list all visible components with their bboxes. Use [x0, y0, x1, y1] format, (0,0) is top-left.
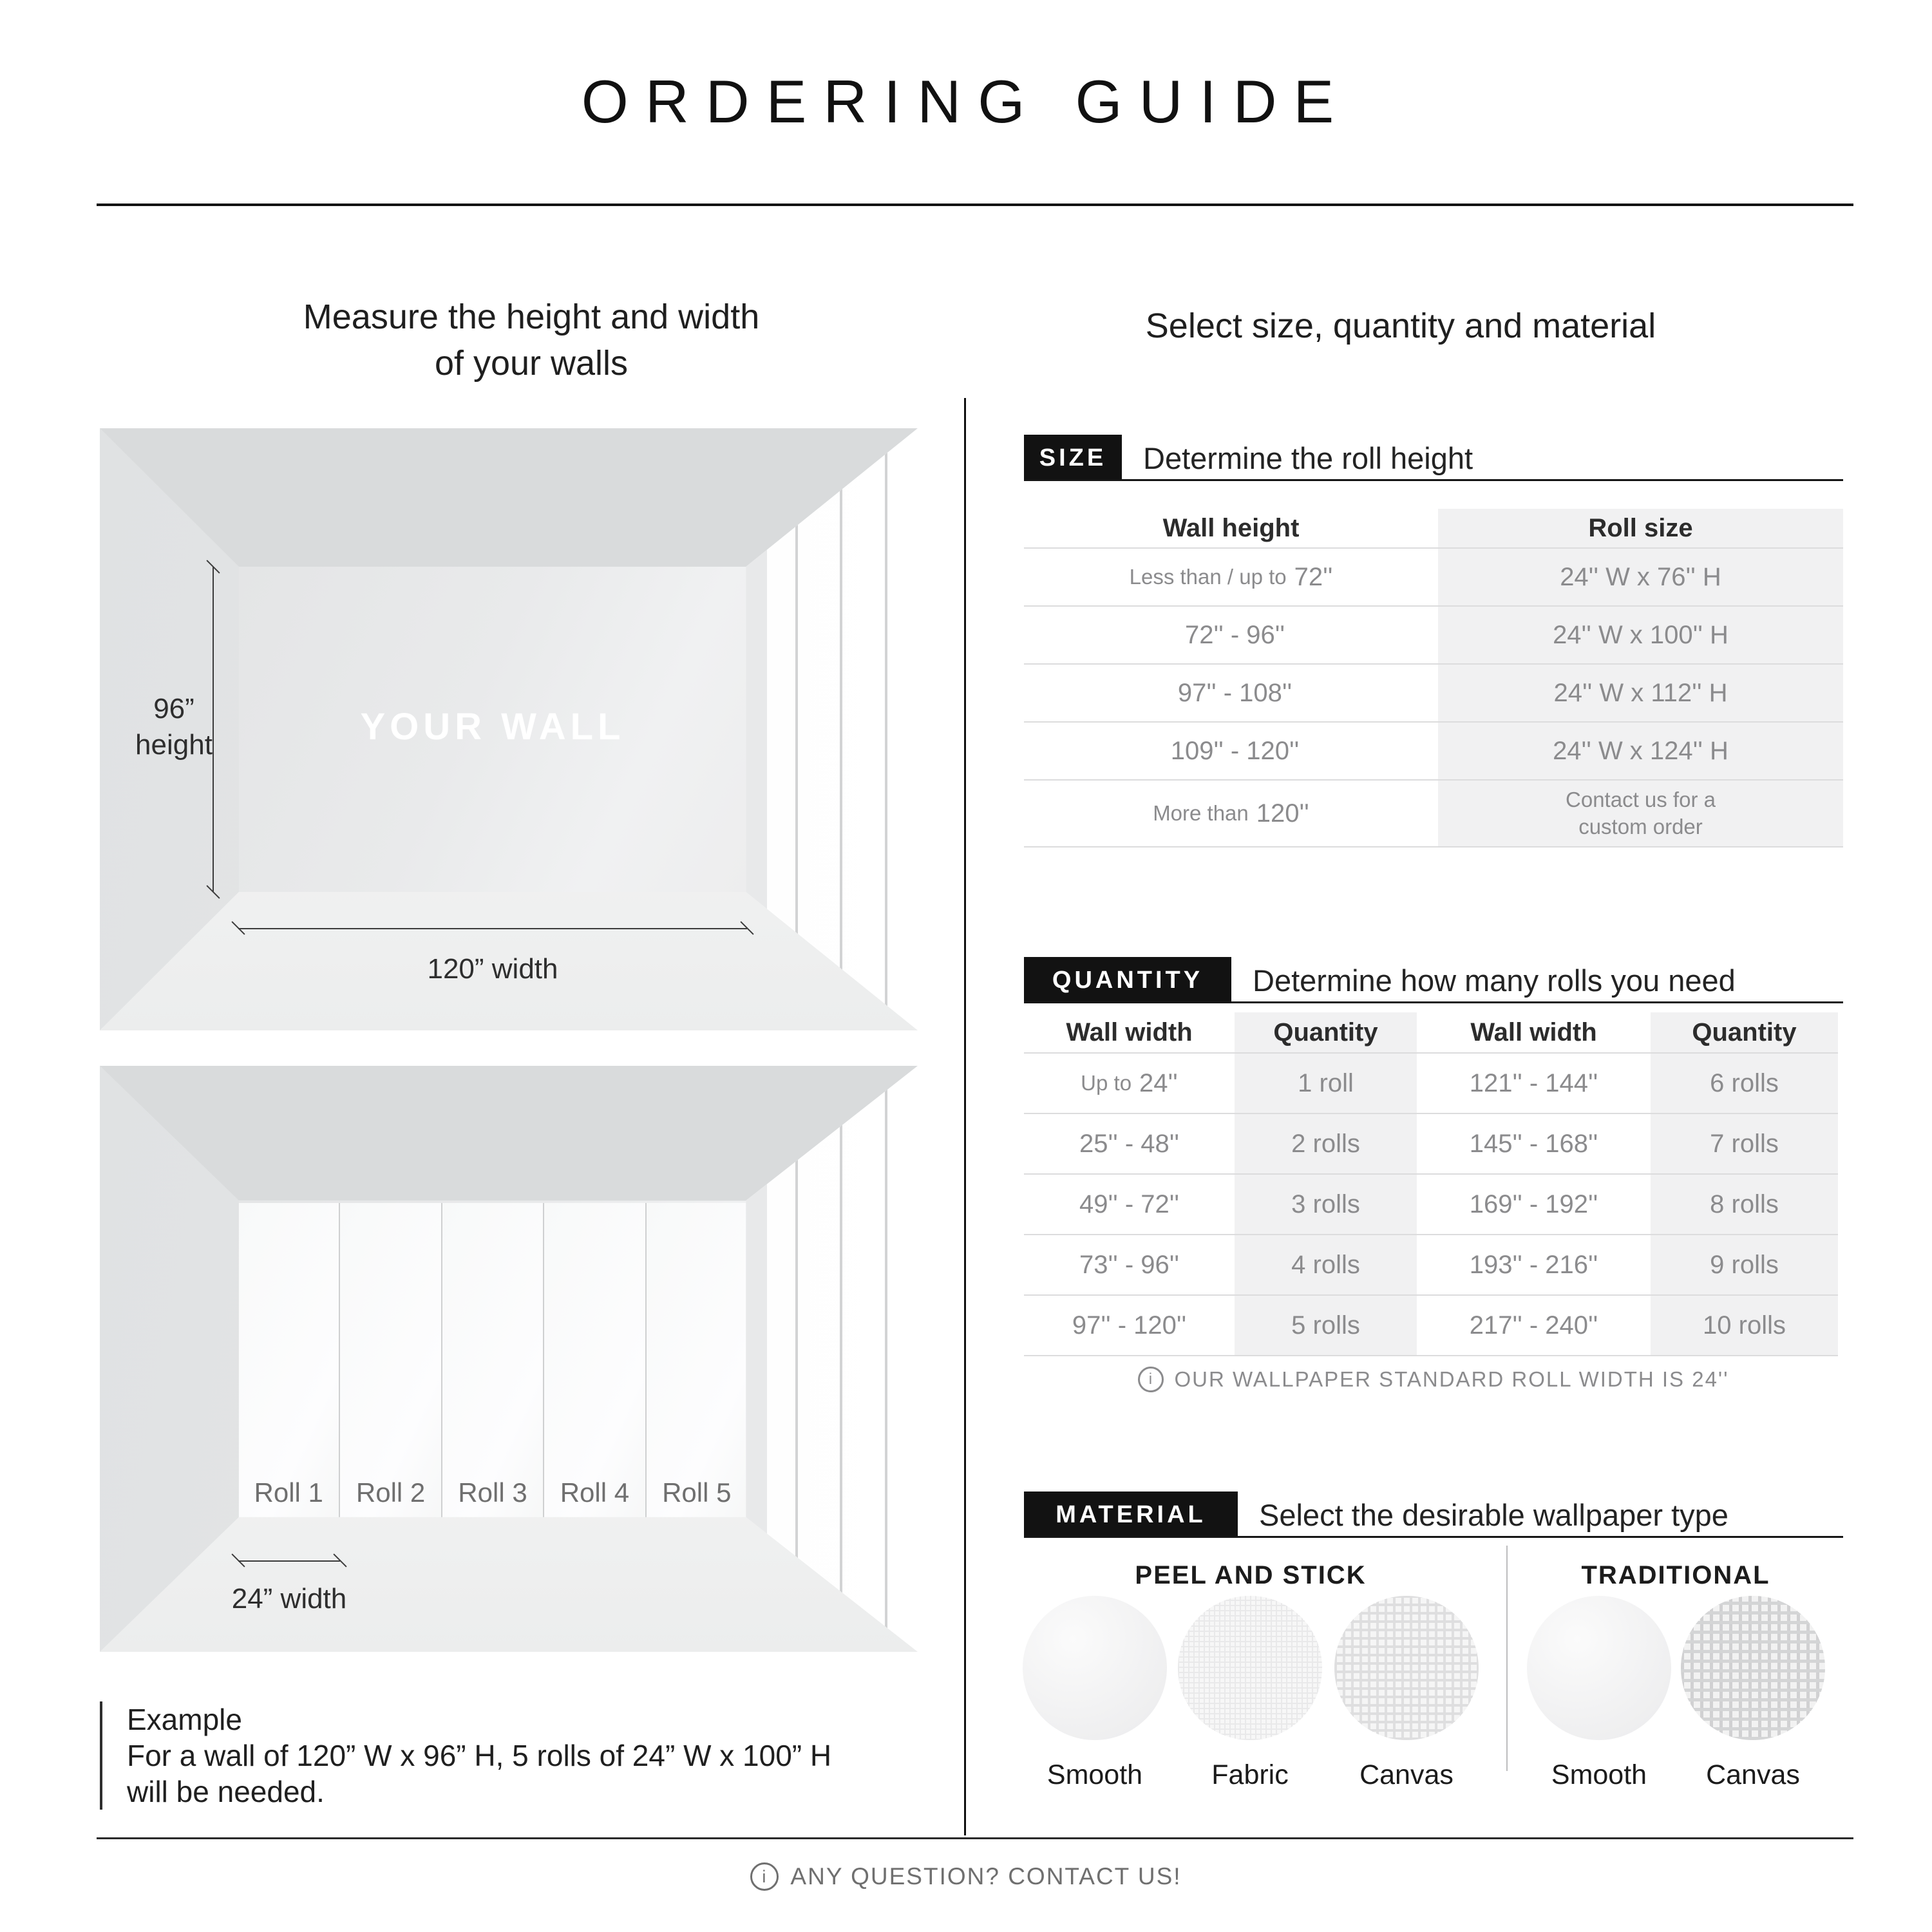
material-section-subtitle: Select the desirable wallpaper type — [1259, 1497, 1728, 1532]
width-dimension-label: 120” width — [427, 953, 558, 985]
quantity-table-row: 97'' - 120'' 5 rolls 217'' - 240'' 10 rolls — [1024, 1296, 1838, 1356]
example-block — [100, 1701, 932, 1810]
roll-width-dimension-label: 24” width — [231, 1583, 347, 1615]
quantity-table-header: Wall width Quantity Wall width Quantity — [1024, 1012, 1838, 1054]
your-wall-label: YOUR WALL — [360, 706, 625, 748]
column-divider-line — [964, 398, 966, 1835]
material-section-underline — [1024, 1536, 1843, 1538]
roll-panel-5: Roll 5 — [647, 1203, 747, 1530]
swatch-label: Canvas — [1706, 1759, 1800, 1790]
size-table-row: Less than / up to 72'' 24'' W x 76'' H — [1024, 549, 1843, 607]
quantity-table-row: Up to 24'' 1 roll 121'' - 144'' 6 rolls — [1024, 1054, 1838, 1114]
info-icon: i — [750, 1862, 779, 1891]
size-table-row: 72'' - 96'' 24'' W x 100'' H — [1024, 607, 1843, 665]
quantity-table — [1024, 1012, 1838, 1356]
size-section-label: SIZE — [1024, 435, 1122, 481]
swatch-peel-smooth — [1023, 1596, 1167, 1740]
example-line1: For a wall of 120” W x 96” H, 5 rolls of 24” W x 100” H — [127, 1739, 832, 1772]
swatch-traditional-smooth — [1527, 1596, 1671, 1740]
quantity-section-subtitle: Determine how many rolls you need — [1253, 963, 1736, 998]
info-icon: i — [1138, 1367, 1164, 1392]
swatch-peel-fabric — [1178, 1596, 1322, 1740]
size-table-row: 97'' - 108'' 24'' W x 112'' H — [1024, 665, 1843, 723]
quantity-table-row: 73'' - 96'' 4 rolls 193'' - 216'' 9 rolls — [1024, 1235, 1838, 1296]
width-dimension-line — [238, 928, 747, 929]
material-section-label: MATERIAL — [1024, 1492, 1238, 1538]
quantity-section-label: QUANTITY — [1024, 957, 1231, 1003]
swatch-label: Smooth — [1551, 1759, 1647, 1790]
roll-panel-3: Roll 3 — [442, 1203, 543, 1530]
size-table-row: 109'' - 120'' 24'' W x 124'' H — [1024, 723, 1843, 781]
traditional-title: TRADITIONAL — [1581, 1561, 1770, 1589]
size-section-underline — [1024, 479, 1843, 481]
roll-width-note: i OUR WALLPAPER STANDARD ROLL WIDTH IS 24'' — [1024, 1367, 1843, 1392]
page-title: ORDERING GUIDE — [581, 68, 1351, 135]
right-column-heading: Select size, quantity and material — [1145, 307, 1656, 345]
example-heading: Example — [127, 1703, 242, 1736]
roll-panel-4: Roll 4 — [544, 1203, 645, 1530]
room-illustration-measure — [100, 428, 918, 1030]
left-heading-line1: Measure the height and width — [303, 298, 760, 336]
swatch-label: Canvas — [1359, 1759, 1454, 1790]
left-heading-line2: of your walls — [434, 344, 629, 383]
swatch-peel-canvas — [1334, 1596, 1479, 1740]
swatch-label: Smooth — [1046, 1759, 1143, 1790]
top-divider-line — [97, 204, 1853, 206]
roll-panels — [238, 1203, 747, 1530]
room-illustration-rolls — [100, 1066, 918, 1652]
quantity-section-underline — [1024, 1001, 1843, 1003]
roll-panel-1: Roll 1 — [238, 1203, 339, 1530]
swatch-label: Fabric — [1211, 1759, 1289, 1790]
quantity-table-row: 25'' - 48'' 2 rolls 145'' - 168'' 7 rolls — [1024, 1114, 1838, 1175]
col-roll-size: Roll size — [1438, 509, 1843, 547]
height-dimension-label: 96” height — [135, 693, 213, 761]
footer-divider-line — [97, 1837, 1853, 1839]
roll-width-dimension-line — [238, 1560, 340, 1562]
col-wall-height: Wall height — [1162, 513, 1300, 542]
roll-panel-2: Roll 2 — [340, 1203, 440, 1530]
left-column-heading — [97, 294, 966, 386]
quantity-table-row: 49'' - 72'' 3 rolls 169'' - 192'' 8 rolls — [1024, 1175, 1838, 1235]
example-line2: will be needed. — [127, 1775, 325, 1808]
size-section-subtitle: Determine the roll height — [1143, 440, 1473, 475]
peel-and-stick-title: PEEL AND STICK — [1135, 1561, 1367, 1589]
size-table-header — [1024, 509, 1843, 549]
size-table — [1024, 509, 1843, 848]
material-group-divider — [1506, 1546, 1508, 1771]
swatch-traditional-canvas — [1681, 1596, 1825, 1740]
footer-contact-note: i ANY QUESTION? CONTACT US! — [0, 1862, 1932, 1891]
size-table-row: More than 120'' Contact us for a custom order — [1024, 781, 1843, 848]
